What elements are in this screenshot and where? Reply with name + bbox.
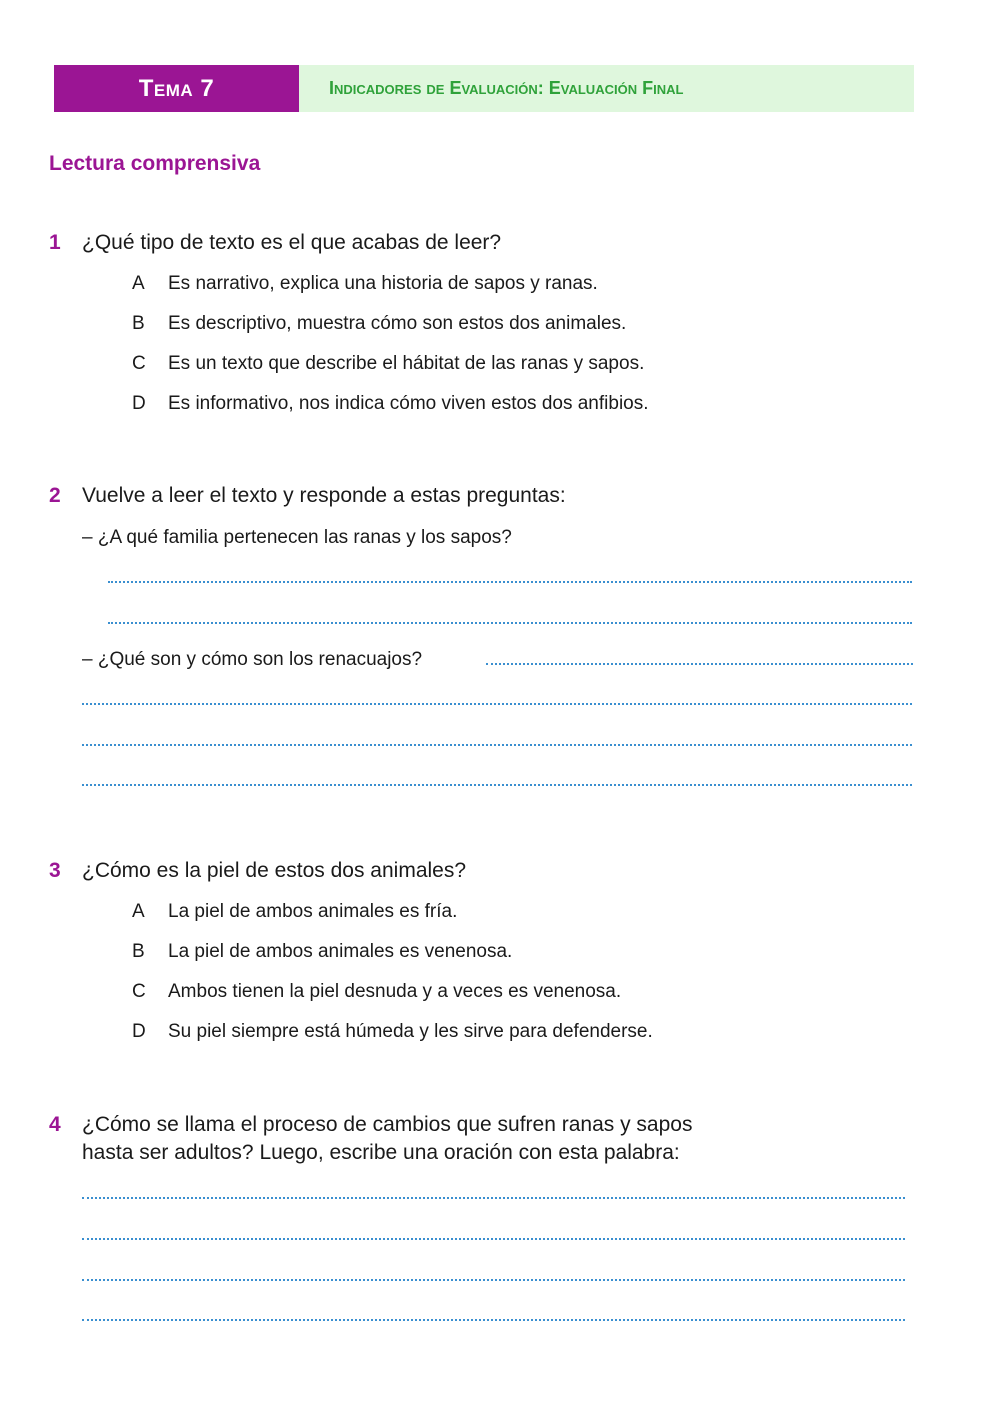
question-4-line-2: hasta ser adultos? Luego, escribe una oración con esta palabra: [82,1141,680,1164]
q1-option-b-text[interactable]: Es descriptivo, muestra cómo son estos dos animales. [168,313,627,334]
q1-option-b-letter[interactable]: B [132,313,145,334]
indicadores-banner [299,65,914,112]
question-4-line-1: ¿Cómo se llama el proceso de cambios que sufren ranas y sapos [82,1113,693,1136]
q1-option-a-letter[interactable]: A [132,273,145,294]
answer-line[interactable] [82,1319,905,1321]
tema-label: Tema 7 [138,74,215,102]
q3-option-d-text[interactable]: Su piel siempre está húmeda y les sirve para defenderse. [168,1021,653,1042]
answer-line[interactable] [82,1238,905,1240]
q3-option-d-letter[interactable]: D [132,1021,146,1042]
q2-subquestion-2: – ¿Qué son y cómo son los renacuajos? [82,649,423,670]
q3-option-a-text[interactable]: La piel de ambos animales es fría. [168,901,458,922]
q3-option-c-text[interactable]: Ambos tienen la piel desnuda y a veces es venenosa. [168,981,622,1002]
question-3-number: 3 [49,859,61,882]
q3-option-c-letter[interactable]: C [132,981,146,1002]
answer-line[interactable] [82,744,912,746]
q1-option-c-text[interactable]: Es un texto que describe el hábitat de las ranas y sapos. [168,353,645,374]
section-title: Lectura comprensiva [49,152,261,175]
answer-line[interactable] [82,1197,905,1199]
indicadores-label: Indicadores de Evaluación: Evaluación Final [329,78,684,98]
q1-option-d-letter[interactable]: D [132,393,146,414]
answer-line[interactable] [108,622,912,624]
q3-option-b-letter[interactable]: B [132,941,145,962]
answer-line[interactable] [82,1279,905,1281]
q3-option-a-letter[interactable]: A [132,901,145,922]
answer-line[interactable] [486,663,913,665]
question-1-number: 1 [49,231,61,254]
answer-line[interactable] [82,703,912,705]
q1-option-c-letter[interactable]: C [132,353,146,374]
answer-line[interactable] [82,784,912,786]
question-1-text: ¿Qué tipo de texto es el que acabas de leer? [82,231,502,254]
question-4-number: 4 [49,1113,61,1136]
q3-option-b-text[interactable]: La piel de ambos animales es venenosa. [168,941,513,962]
answer-line[interactable] [108,581,912,583]
q1-option-d-text[interactable]: Es informativo, nos indica cómo viven estos dos anfibios. [168,393,649,414]
tema-badge [54,65,299,112]
q1-option-a-text[interactable]: Es narrativo, explica una historia de sapos y ranas. [168,273,598,294]
question-2-text: Vuelve a leer el texto y responde a estas preguntas: [82,484,566,507]
question-3-text: ¿Cómo es la piel de estos dos animales? [82,859,467,882]
q2-subquestion-1: – ¿A qué familia pertenecen las ranas y los sapos? [82,527,512,548]
question-2-number: 2 [49,484,61,507]
